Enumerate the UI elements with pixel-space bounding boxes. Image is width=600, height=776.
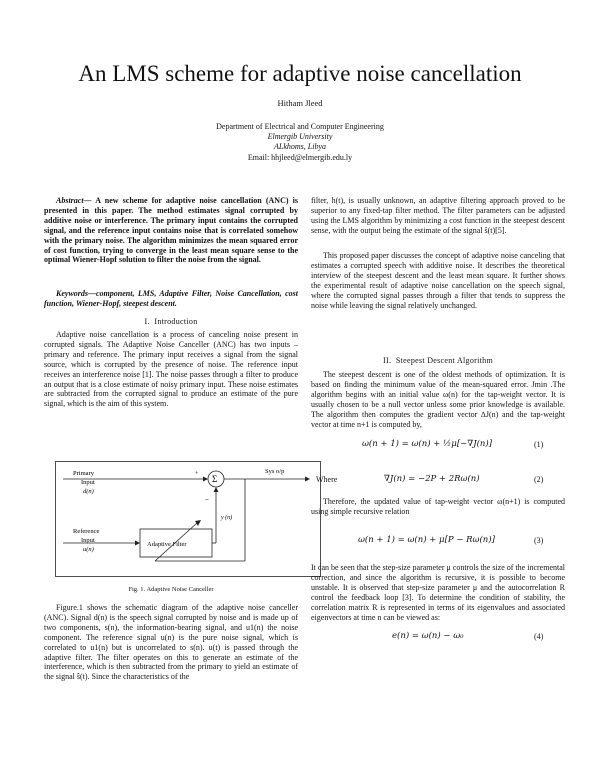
primary-label: Primary <box>73 470 94 477</box>
anc-block-diagram <box>55 461 321 577</box>
equation-2-number: (2) <box>534 475 544 484</box>
where-label: Where <box>316 475 338 484</box>
minus-sign: – <box>205 495 209 503</box>
abstract-text: A new scheme for adaptive noise cancellation (ANC) is presented in this paper. The method estimates signal corrupted by additive noise or interference. The primary input contains the corrupted signal, and the reference input contains noise that is correlated somehow with the primary noise. The algorithm minimizes the mean squared error of cost function, trying to converge in the least mean square sense to the optimal Wiener-Hopf solution to filter the noise from the signal. <box>44 196 298 265</box>
right-text-4: Therefore, the updated value of tap-weight vector ω(n+1) is computed using simple recursive relation <box>311 497 565 516</box>
right-paragraph-5 <box>311 563 565 622</box>
author-name: Hitham Jleed <box>277 98 323 108</box>
plus-sign: + <box>195 471 199 477</box>
keywords-label: Keywords— <box>56 289 96 298</box>
right-text-3: The steepest descent is one of the oldest methods of optimization. It is based on finding the minimum value of the mean-squared error. Jmin .The algorithm begins with an initial value ω(n) for the tap-weight vector. It is usually chosen to be a null vector unless some prior knowledge is available. The algorithm then computes the gradient vector ∆J(n) and the tap-weight vector at time n+1 is computed by, <box>311 370 565 429</box>
section2-number: II. <box>383 356 392 365</box>
paper-title: An LMS scheme for adaptive noise cancellation <box>78 61 522 86</box>
reference-signal-label: u(n) <box>83 546 94 553</box>
right-paragraph-2 <box>311 251 565 310</box>
primary-input-label: Input <box>81 479 95 486</box>
section2-title: Steepest Descent Algorithm <box>395 356 493 365</box>
equation-3: ω(n + 1) = ω(n) + μ[P − Rω(n)] <box>358 535 495 545</box>
figure-description <box>44 603 298 682</box>
reference-label: Reference <box>73 528 100 535</box>
right-paragraph-1 <box>311 196 565 236</box>
abstract-label: Abstract— <box>56 196 92 205</box>
keywords-text: component, LMS, Adaptive Filter, Noise Cancellation, cost function, Wiener-Hopf, steepest descent. <box>44 289 298 308</box>
right-text-5: It can be seen that the step-size parameter μ controls the size of the incremental correction, and since the algorithm is recursive, it is possible to become unstable. It is observed that step-size parameter μ and the autocorrelation R control the feedback loop [3]. To determine the condition of stability, the correlation matrix R is represented in terms of its eigenvalues and associated eigenvectors at time n can be viewed as: <box>311 563 565 622</box>
y-label: y (n) <box>221 515 233 521</box>
section-heading-introduction <box>44 317 298 327</box>
section-heading-steepest-descent <box>311 356 565 366</box>
sum-symbol: Σ <box>212 474 218 484</box>
location: ALkhoms, Libya <box>274 142 326 152</box>
university: Elmergib University <box>267 132 333 142</box>
primary-signal-label: d(n) <box>83 488 94 495</box>
right-paragraph-3 <box>311 370 565 429</box>
department: Department of Electrical and Computer Engineering <box>216 122 384 131</box>
keywords <box>44 289 298 309</box>
reference-arrow <box>135 541 140 546</box>
section1-title: Introduction <box>154 317 198 326</box>
right-text-1: filter, h(t), is usually unknown, an adaptive filtering approach proved to be superior to any fixed-tap filter method. The filter parameters can be adjusted using the LMS algorithm by minimizing a cost function in the steepest descent sense, with the output being the estimate of the signal ŝ(t)[5]. <box>311 196 565 235</box>
equation-3-number: (3) <box>534 536 544 545</box>
equation-4-number: (4) <box>534 632 544 641</box>
figure-caption: Fig. 1. Adaptive Noise Canceller <box>128 586 214 593</box>
equation-1: ω(n + 1) = ω(n) + ½μ[−∇J(n)] <box>362 439 493 449</box>
equation-1-number: (1) <box>534 440 544 449</box>
feedback-arrow <box>195 520 201 526</box>
output-arrow <box>305 477 310 482</box>
y-arrow <box>214 487 219 492</box>
equation-2: ∇J(n) = −2P + 2Rω(n) <box>384 474 480 484</box>
intro-paragraph <box>44 330 298 409</box>
primary-arrow <box>203 477 208 482</box>
intro-text: Adaptive noise cancellation is a process of canceling noise present in corrupted signals. The Adaptive Noise Canceller (ANC) has two inputs – primary and reference. The primary input receives a signal from the signal source, which is corrupted by the presence of noise. The reference input receives an interference noise [1]. The noise passes through a filter to produce an output that is a close estimate of noisy primary input. These noise estimates are subtracted from the corrupted signal to produce an estimate of the pure signal, which is the aim of this system. <box>44 330 298 409</box>
email: Email: hhjleed@elmergib.edu.ly <box>247 152 353 162</box>
right-paragraph-4 <box>311 497 565 517</box>
output-label: Sys o/p <box>265 468 285 475</box>
figure-text: Figure.1 shows the schematic diagram of the adaptive noise canceller (ANC). Signal d(n) is the speech signal corrupted by noise and is made up of two components, s(n), the information-bearing signal, and u1(n) the noise component. The reference signal u(n) is the pure noise signal, which is correlated to u1(n) but is uncorrelated to s(n). u(t) is passed through the adaptive filter. The filter operates on this to generate an estimate of the interference, which is then subtracted from the primary to yield an estimate of the signal ŝ(t). Since the characteristics of the <box>44 603 298 682</box>
abstract <box>44 196 298 265</box>
reference-input-label: Input <box>81 537 95 544</box>
right-text-2: This proposed paper discusses the concept of adaptive noise canceling that estimates a corrupted speech with additive noise. It describes the theoretical interview of the steepest descent and the least mean square. It further shows the experimental result of adaptive noise cancellation on the speech signal, where the corrupted signal passes through a filter that tends to suppress the noise while leaving the signal relatively unchanged. <box>311 251 565 310</box>
equation-4: e(n) = ω(n) − ω₀ <box>392 631 464 641</box>
section1-number: I. <box>144 317 150 326</box>
filter-label: Adaptive Filter <box>147 541 187 548</box>
affiliation-block <box>0 122 600 163</box>
